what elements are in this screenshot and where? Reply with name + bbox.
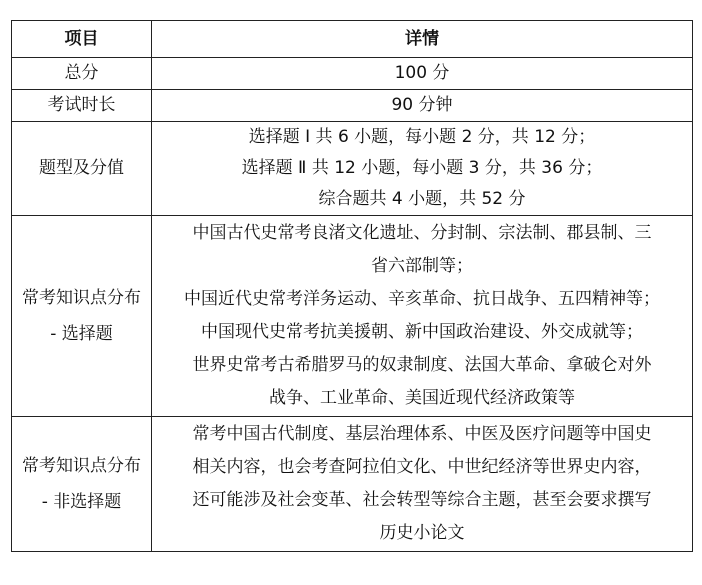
mcq-knowledge-line: 中国近代史常考洋务运动、辛亥革命、抗日战争、五四精神等；: [184, 289, 660, 309]
non-mcq-knowledge-line: 历史小论文: [379, 523, 465, 543]
mcq-knowledge-line: 中国现代史常考抗美援朝、新中国政治建设、外交成就等；: [201, 322, 643, 342]
mcq-knowledge-details: [152, 216, 693, 417]
non-mcq-knowledge-line: 相关内容，也会考查阿拉伯文化、中世纪经济等世界史内容，: [192, 457, 652, 477]
table-row-total-score: [12, 58, 693, 90]
mcq-knowledge-line: 世界史常考古希腊罗马的奴隶制度、法国大革命、拿破仑对外: [192, 355, 652, 375]
non-mcq-knowledge-line: 还可能涉及社会变革、社会转型等综合主题，甚至会要求撰写: [192, 490, 652, 510]
mcq-knowledge-line: 中国古代史常考良渚文化遗址、分封制、宗法制、郡县制、三: [192, 223, 652, 243]
header-details: 详情: [152, 21, 693, 58]
question-types-label: 题型及分值: [12, 122, 152, 216]
mcq-knowledge-line: 省六部制等；: [371, 256, 473, 276]
mcq-knowledge-line: 战争、工业革命、美国近现代经济政策等: [269, 388, 575, 408]
non-mcq-knowledge-line: 常考中国古代制度、基层治理体系、中医及医疗问题等中国史: [192, 424, 652, 444]
total-score-label: 总分: [12, 58, 152, 90]
non-mcq-knowledge-label: 常考知识点分布 - 非选择题: [12, 417, 152, 552]
header-row: [12, 21, 693, 58]
duration-label: 考试时长: [12, 90, 152, 122]
table-row-question-types: [12, 122, 693, 216]
question-types-line: 综合题共 4 小题，共 52 分: [318, 189, 526, 209]
duration-value: 90 分钟: [152, 90, 693, 122]
mcq-knowledge-label: 常考知识点分布 - 选择题: [12, 216, 152, 417]
exam-info-table: [11, 20, 693, 552]
question-types-line: 选择题 Ⅰ 共 6 小题，每小题 2 分，共 12 分；: [248, 127, 596, 147]
table-row-non-mcq-knowledge: [12, 417, 693, 552]
table-row-mcq-knowledge: [12, 216, 693, 417]
header-item: 项目: [12, 21, 152, 58]
question-types-line: 选择题 Ⅱ 共 12 小题，每小题 3 分，共 36 分；: [241, 158, 603, 178]
table-row-duration: [12, 90, 693, 122]
non-mcq-knowledge-details: [152, 417, 693, 552]
total-score-value: 100 分: [152, 58, 693, 90]
question-types-details: [152, 122, 693, 216]
